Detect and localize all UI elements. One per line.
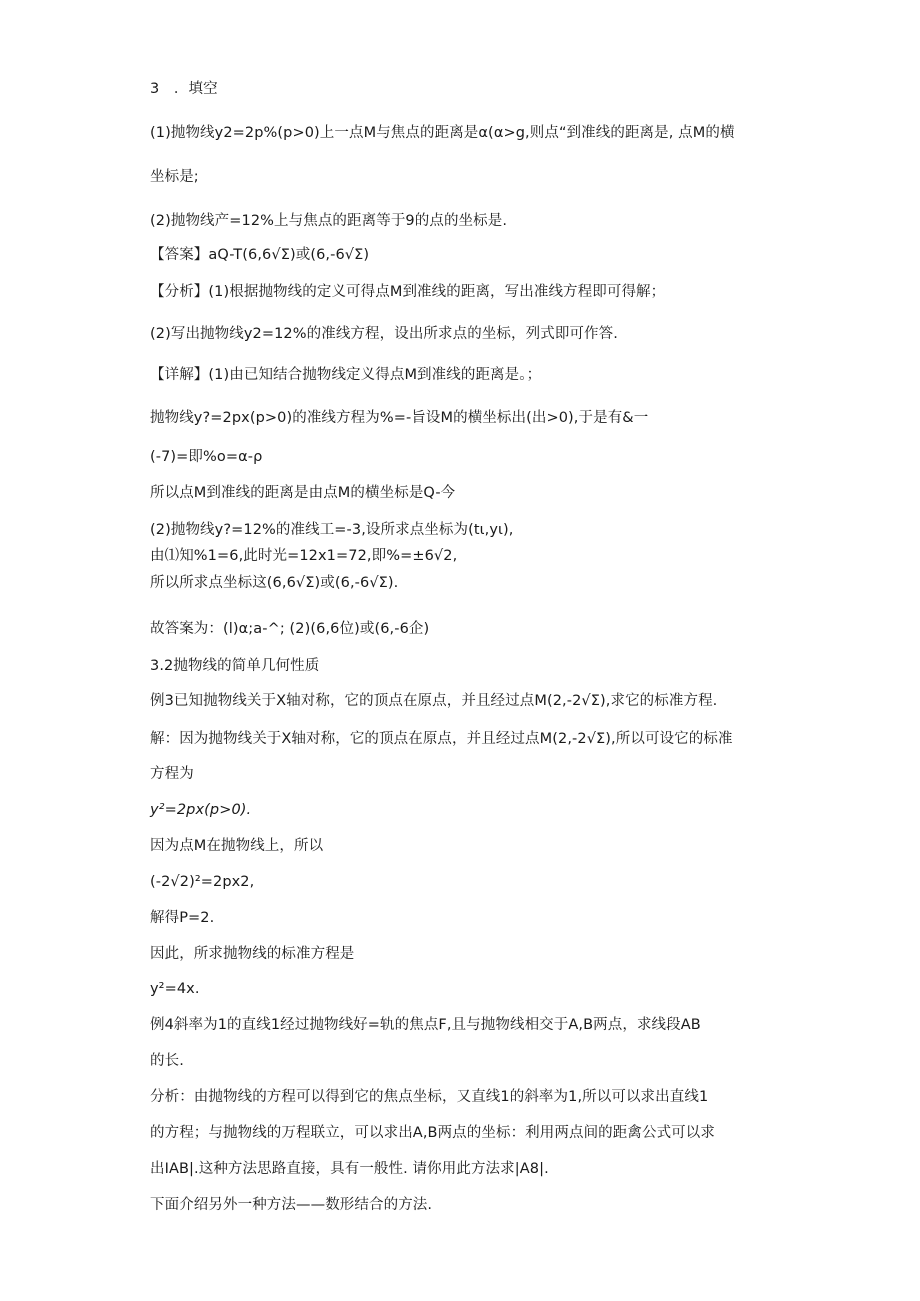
detail-line-3: (-7)=即%o=α-ρ (150, 449, 263, 465)
method-intro-line: 下面介绍另外一种方法——数形结合的方法. (150, 1197, 433, 1213)
section-heading-fill-blank: 3 ．填空 (150, 81, 218, 97)
example-3-statement: 例3已知抛物线关于X轴对称，它的顶点在原点，并且经过点M(2,-2√Σ),求它的标准方程. (150, 693, 718, 709)
analysis-4-line-1: 分析：由抛物线的方程可以得到它的焦点坐标，又直线1的斜率为1,所以可以求出直线1 (150, 1089, 709, 1105)
analysis-4-line-2: 的方程；与抛物线的万程联立，可以求出A,B两点的坐标：利用两点间的距禽公式可以求 (150, 1125, 715, 1141)
detail-line-2: 抛物线y?=2px(p>0)的准线方程为%=-旨设M的横坐标出(出>0),于是有&一 (150, 410, 649, 426)
answer-line: 【答案】aQ-T(6,6√Σ)或(6,-6√Σ) (150, 247, 370, 263)
detail-line-4: 所以点M到准线的距离是由点M的横坐标是Q-今 (150, 485, 456, 501)
solution-line-5: 因此，所求抛物线的标准方程是 (150, 946, 355, 962)
equation-standard-form: y²=2px(p>0). (150, 802, 252, 818)
detail-line-5: (2)抛物线y?=12%的准线工=-3,设所求点坐标为(tι,yι), (150, 522, 514, 538)
solution-line-3: 因为点M在抛物线上，所以 (150, 838, 324, 854)
question-1-line-2: 坐标是; (150, 169, 199, 185)
question-2: (2)抛物线产=12%上与焦点的距离等于9的点的坐标是. (150, 213, 508, 229)
equation-substitution: (-2√2)²=2px2, (150, 874, 255, 890)
analysis-4-line-3: 出IAB|.这种方法思路直接，具有一般性. 请你用此方法求|A8|. (150, 1161, 549, 1177)
final-answer-line: 故答案为：(l)α;a-^; (2)(6,6位)或(6,-6企) (150, 621, 430, 637)
analysis-line-2: (2)写出抛物线y2=12%的准线方程，设出所求点的坐标，列式即可作答. (150, 326, 618, 342)
solution-line-4: 解得P=2. (150, 910, 215, 926)
detail-line-1: 【详解】(1)由已知结合抛物线定义得点M到准线的距离是。； (150, 367, 542, 383)
example-4-line-1: 例4斜率为1的直线1经过抛物线好=轨的焦点F,且与抛物线相交于A,B两点，求线段AB (150, 1017, 701, 1033)
example-4-line-2: 的长. (150, 1053, 184, 1069)
detail-line-6: 由⑴知%1=6,此时光=12x1=72,即%=±6√2, (150, 548, 458, 564)
analysis-line-1: 【分析】(1)根据抛物线的定义可得点M到准线的距离，写出准线方程即可得解； (150, 284, 666, 300)
solution-line-1: 解：因为抛物线关于X轴对称，它的顶点在原点，并且经过点M(2,-2√Σ),所以可设它的标准 (150, 731, 733, 747)
detail-line-7: 所以所求点坐标这(6,6√Σ)或(6,-6√Σ). (150, 575, 399, 591)
question-1-line-1: (1)抛物线y2=2p%(p>0)上一点M与焦点的距离是α(α>g,则点“到准线的距离是, 点M的横 (150, 125, 735, 141)
solution-line-2: 方程为 (150, 766, 194, 782)
section-heading-3-2: 3.2抛物线的简单几何性质 (150, 658, 320, 674)
equation-result: y²=4x. (150, 981, 200, 997)
